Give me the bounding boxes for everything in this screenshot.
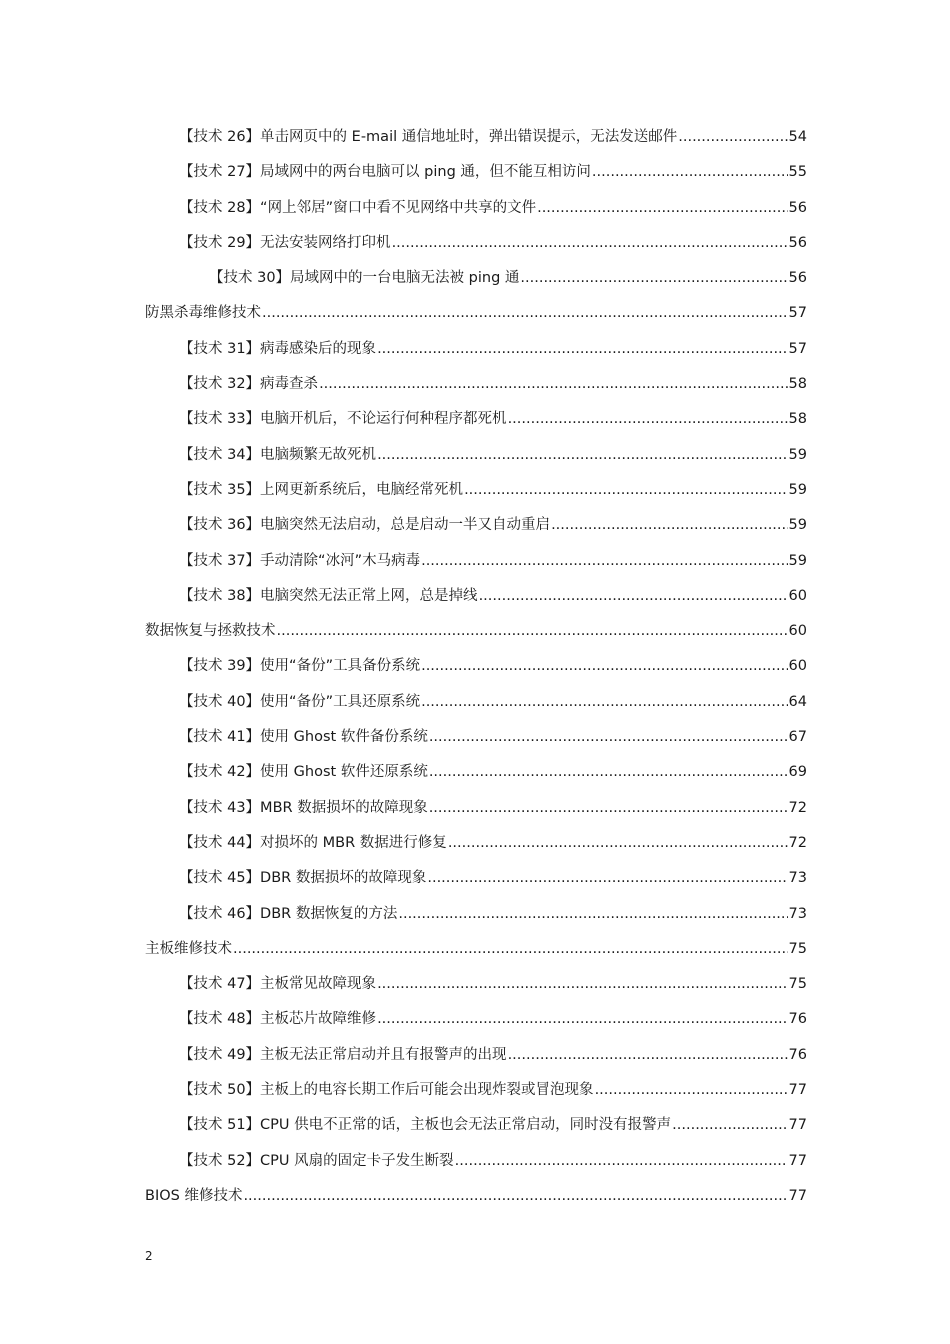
toc-entry-page: 73 <box>788 905 807 922</box>
toc-dot-leader <box>421 649 787 684</box>
toc-entry-title: 【技术 42】使用 Ghost 软件还原系统 <box>179 764 428 781</box>
toc-entry-title: 【技术 45】DBR 数据损坏的故障现象 <box>179 870 427 887</box>
toc-entry-title: 【技术 50】主板上的电容长期工作后可能会出现炸裂或冒泡现象 <box>179 1082 594 1099</box>
toc-entry[interactable] <box>145 1002 807 1037</box>
toc-entry[interactable] <box>145 826 807 861</box>
toc-entry-title: 【技术 37】手动清除“冰河”木马病毒 <box>179 552 421 569</box>
toc-entry-page: 55 <box>788 164 807 181</box>
toc-entry[interactable] <box>145 1038 807 1073</box>
toc-dot-leader <box>678 120 787 155</box>
toc-entry-title: 【技术 35】上网更新系统后，电脑经常死机 <box>179 481 464 498</box>
toc-entry-title: 【技术 52】CPU 风扇的固定卡子发生断裂 <box>179 1152 454 1169</box>
toc-dot-leader <box>421 685 787 720</box>
toc-entry-title: 【技术 31】病毒感染后的现象 <box>179 340 377 357</box>
toc-dot-leader <box>551 508 787 543</box>
toc-entry-title: 【技术 34】电脑频繁无故死机 <box>179 446 377 463</box>
toc-entry-page: 67 <box>788 729 807 746</box>
toc-entry[interactable] <box>145 402 807 437</box>
table-of-contents <box>145 120 807 1214</box>
toc-entry-title: 【技术 47】主板常见故障现象 <box>179 976 377 993</box>
toc-entry-page: 56 <box>788 234 807 251</box>
toc-dot-leader <box>377 1002 787 1037</box>
toc-entry-title: 【技术 26】单击网页中的 E-mail 通信地址时，弹出错误提示，无法发送邮件 <box>179 129 678 145</box>
toc-entry[interactable] <box>145 579 807 614</box>
toc-entry[interactable] <box>145 155 807 190</box>
toc-entry-page: 57 <box>788 305 807 322</box>
toc-dot-leader <box>421 544 787 579</box>
toc-dot-leader <box>508 1038 788 1073</box>
toc-entry-title: 【技术 51】CPU 供电不正常的话，主板也会无法正常启动，同时没有报警声 <box>179 1117 672 1134</box>
toc-entry-page: 56 <box>788 199 807 216</box>
toc-entry[interactable] <box>145 685 807 720</box>
toc-section-entry[interactable] <box>145 932 807 967</box>
toc-entry-page: 54 <box>788 129 807 145</box>
toc-entry[interactable] <box>145 473 807 508</box>
toc-entry[interactable] <box>145 226 807 261</box>
toc-entry-page: 60 <box>788 587 807 604</box>
toc-entry-title: BIOS 维修技术 <box>145 1187 243 1204</box>
toc-entry-title: 【技术 36】电脑突然无法启动，总是启动一半又自动重启 <box>179 517 551 534</box>
toc-entry[interactable] <box>145 791 807 826</box>
toc-dot-leader <box>537 191 787 226</box>
toc-entry-title: 【技术 28】“网上邻居”窗口中看不见网络中共享的文件 <box>179 199 537 216</box>
toc-entry[interactable] <box>145 367 807 402</box>
toc-dot-leader <box>592 155 788 190</box>
toc-entry-title: 主板维修技术 <box>145 940 232 957</box>
toc-entry-title: 【技术 40】使用“备份”工具还原系统 <box>179 693 421 710</box>
toc-entry-page: 59 <box>788 517 807 534</box>
toc-dot-leader <box>464 473 787 508</box>
toc-entry[interactable] <box>145 1108 807 1143</box>
toc-dot-leader <box>392 226 788 261</box>
toc-dot-leader <box>233 932 788 967</box>
toc-entry-title: 数据恢复与拯救技术 <box>145 623 276 640</box>
toc-dot-leader <box>427 861 787 896</box>
toc-entry-page: 69 <box>788 764 807 781</box>
toc-dot-leader <box>262 296 788 331</box>
toc-entry-page: 60 <box>788 658 807 675</box>
toc-dot-leader <box>398 897 787 932</box>
toc-dot-leader <box>319 367 787 402</box>
toc-entry[interactable] <box>145 755 807 790</box>
toc-dot-leader <box>377 332 787 367</box>
toc-entry-title: 防黑杀毒维修技术 <box>145 305 261 322</box>
toc-dot-leader <box>672 1108 787 1143</box>
toc-entry-page: 58 <box>788 411 807 428</box>
toc-dot-leader <box>595 1073 788 1108</box>
toc-entry-page: 77 <box>788 1117 807 1134</box>
toc-entry-title: 【技术 29】无法安装网络打印机 <box>179 234 391 251</box>
toc-entry-title: 【技术 27】局域网中的两台电脑可以 ping 通，但不能互相访问 <box>179 164 591 181</box>
toc-entry-page: 59 <box>788 552 807 569</box>
toc-entry[interactable] <box>145 438 807 473</box>
toc-entry-page: 77 <box>788 1082 807 1099</box>
toc-entry[interactable] <box>145 861 807 896</box>
toc-dot-leader <box>455 1144 788 1179</box>
toc-entry-page: 75 <box>788 940 807 957</box>
toc-section-entry[interactable] <box>145 614 807 649</box>
toc-entry-page: 76 <box>788 1011 807 1028</box>
toc-section-entry[interactable] <box>145 1179 807 1214</box>
toc-entry[interactable] <box>145 191 807 226</box>
toc-entry-title: 【技术 44】对损坏的 MBR 数据进行修复 <box>179 834 447 851</box>
toc-dot-leader <box>508 402 788 437</box>
toc-dot-leader <box>277 614 788 649</box>
page-number: 2 <box>145 1249 153 1263</box>
toc-entry[interactable] <box>145 120 807 155</box>
toc-entry-page: 56 <box>788 270 807 287</box>
toc-dot-leader <box>377 967 787 1002</box>
toc-entry-title: 【技术 39】使用“备份”工具备份系统 <box>179 658 421 675</box>
toc-entry[interactable] <box>145 649 807 684</box>
toc-entry-title: 【技术 41】使用 Ghost 软件备份系统 <box>179 729 428 746</box>
toc-dot-leader <box>479 579 788 614</box>
toc-dot-leader <box>429 791 788 826</box>
toc-dot-leader <box>448 826 788 861</box>
toc-entry-title: 【技术 38】电脑突然无法正常上网，总是掉线 <box>179 587 478 604</box>
toc-entry-page: 72 <box>788 834 807 851</box>
toc-entry[interactable] <box>145 544 807 579</box>
toc-entry-page: 75 <box>788 976 807 993</box>
toc-entry[interactable] <box>145 897 807 932</box>
toc-entry[interactable] <box>145 332 807 367</box>
toc-entry-title: 【技术 48】主板芯片故障维修 <box>179 1011 377 1028</box>
toc-dot-leader <box>429 755 788 790</box>
toc-entry-title: 【技术 30】局域网中的一台电脑无法被 ping 通 <box>209 270 520 287</box>
toc-entry[interactable] <box>145 1073 807 1108</box>
toc-entry[interactable] <box>145 508 807 543</box>
toc-entry-page: 57 <box>788 340 807 357</box>
toc-entry-title: 【技术 33】电脑开机后，不论运行何种程序都死机 <box>179 411 507 428</box>
toc-entry-page: 59 <box>788 481 807 498</box>
toc-entry-title: 【技术 43】MBR 数据损坏的故障现象 <box>179 799 428 816</box>
toc-entry-page: 59 <box>788 446 807 463</box>
toc-entry-page: 72 <box>788 799 807 816</box>
toc-entry-page: 64 <box>788 693 807 710</box>
toc-dot-leader <box>520 261 787 296</box>
toc-entry-page: 73 <box>788 870 807 887</box>
toc-entry-page: 76 <box>788 1046 807 1063</box>
toc-entry[interactable] <box>145 1144 807 1179</box>
toc-entry[interactable] <box>145 261 807 296</box>
toc-dot-leader <box>377 438 787 473</box>
toc-entry[interactable] <box>145 720 807 755</box>
toc-entry-page: 60 <box>788 623 807 640</box>
toc-entry-page: 77 <box>788 1152 807 1169</box>
toc-entry-title: 【技术 49】主板无法正常启动并且有报警声的出现 <box>179 1046 507 1063</box>
toc-section-entry[interactable] <box>145 296 807 331</box>
toc-entry-title: 【技术 46】DBR 数据恢复的方法 <box>179 905 398 922</box>
toc-dot-leader <box>243 1179 787 1214</box>
toc-entry-title: 【技术 32】病毒查杀 <box>179 376 319 393</box>
toc-dot-leader <box>429 720 788 755</box>
toc-entry-page: 77 <box>788 1187 807 1204</box>
toc-entry-page: 58 <box>788 376 807 393</box>
toc-entry[interactable] <box>145 967 807 1002</box>
